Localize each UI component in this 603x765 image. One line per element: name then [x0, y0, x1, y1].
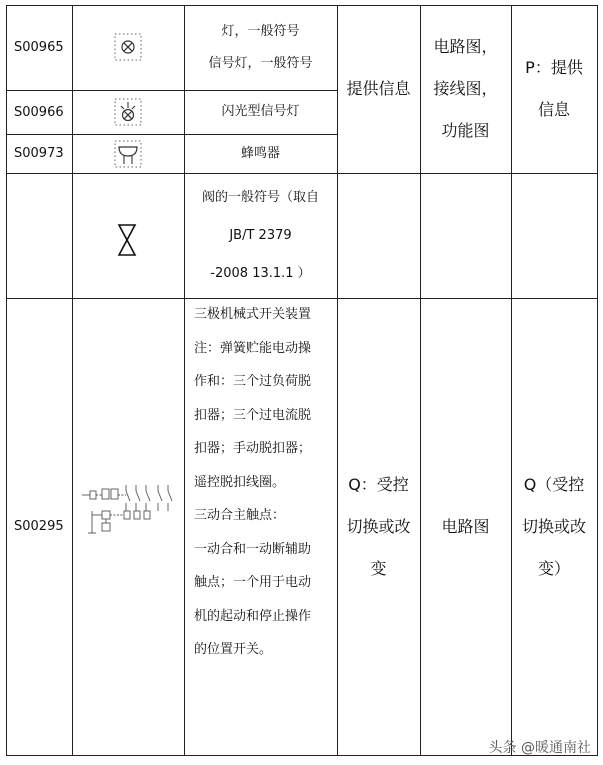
description-line: 扣器；手动脱扣器；	[194, 441, 312, 456]
symbol-code: S00966	[14, 104, 64, 120]
watermark: 头条 @暖通南社	[488, 740, 591, 756]
cell-line: Q（受控	[523, 474, 585, 494]
symbol-code	[6, 173, 72, 298]
description-line: 一动合和一动断辅助	[194, 541, 312, 557]
table-border-right	[597, 5, 598, 756]
letter-code-cell	[511, 298, 597, 755]
cell-line: 切换或改	[346, 516, 411, 536]
symbol-description	[184, 173, 337, 298]
cell-line: P：提供	[525, 58, 583, 77]
document-type-cell	[420, 5, 511, 173]
letter-code-cell	[511, 5, 597, 173]
flashing-lamp-symbol-icon	[114, 98, 142, 130]
description-line: 阀的一般符号（取自	[201, 189, 319, 205]
cell-line: 信息	[537, 100, 570, 119]
cell-line: 切换或改	[521, 516, 586, 536]
three-pole-switch-symbol-icon	[80, 481, 180, 541]
cell-line: 电路图，	[433, 37, 498, 56]
valve-symbol-icon	[117, 223, 137, 261]
function-cell: 提供信息	[346, 79, 411, 98]
description-line: 触点；一个用于电动	[194, 575, 312, 590]
cell-line: Q：受控	[348, 474, 409, 494]
lamp-symbol-icon	[114, 33, 142, 65]
symbol-description	[184, 5, 337, 90]
description-line: 三动合主触点：	[194, 508, 286, 523]
symbol-description: 蜂鸣器	[240, 145, 280, 161]
description-line: 作和：三个过负荷脱	[194, 374, 312, 389]
function-cell	[337, 298, 420, 755]
symbol-code: S00295	[14, 519, 64, 534]
symbol-table	[6, 5, 598, 755]
description-line: 机的起动和停止操作	[194, 608, 312, 624]
description-line: -2008 13.1.1 ）	[210, 265, 311, 281]
description-line: 三极机械式开关装置	[194, 307, 312, 322]
symbol-code: S00973	[14, 146, 64, 161]
buzzer-symbol-icon	[114, 140, 142, 172]
description-line: 信号灯，一般符号	[208, 55, 313, 71]
description-line: 扣器；三个过电流脱	[194, 407, 312, 423]
description-line: 的位置开关。	[194, 642, 273, 657]
description-line: JB/T 2379	[229, 227, 292, 243]
cell-line: 变	[370, 558, 387, 578]
description-line: 注：弹簧贮能电动操	[194, 340, 312, 356]
description-line: 灯，一般符号	[221, 23, 300, 39]
cell-line: 接线图，	[433, 79, 498, 98]
symbol-description	[184, 298, 337, 755]
cell-line: 功能图	[441, 121, 490, 140]
symbol-code: S00965	[14, 40, 64, 55]
description-line: 遥控脱扣线圈。	[194, 474, 286, 490]
cell-line: 变）	[537, 558, 570, 578]
document-type-cell: 电路图	[441, 516, 490, 536]
symbol-description: 闪光型信号灯	[221, 104, 300, 119]
col-divider	[72, 5, 73, 756]
